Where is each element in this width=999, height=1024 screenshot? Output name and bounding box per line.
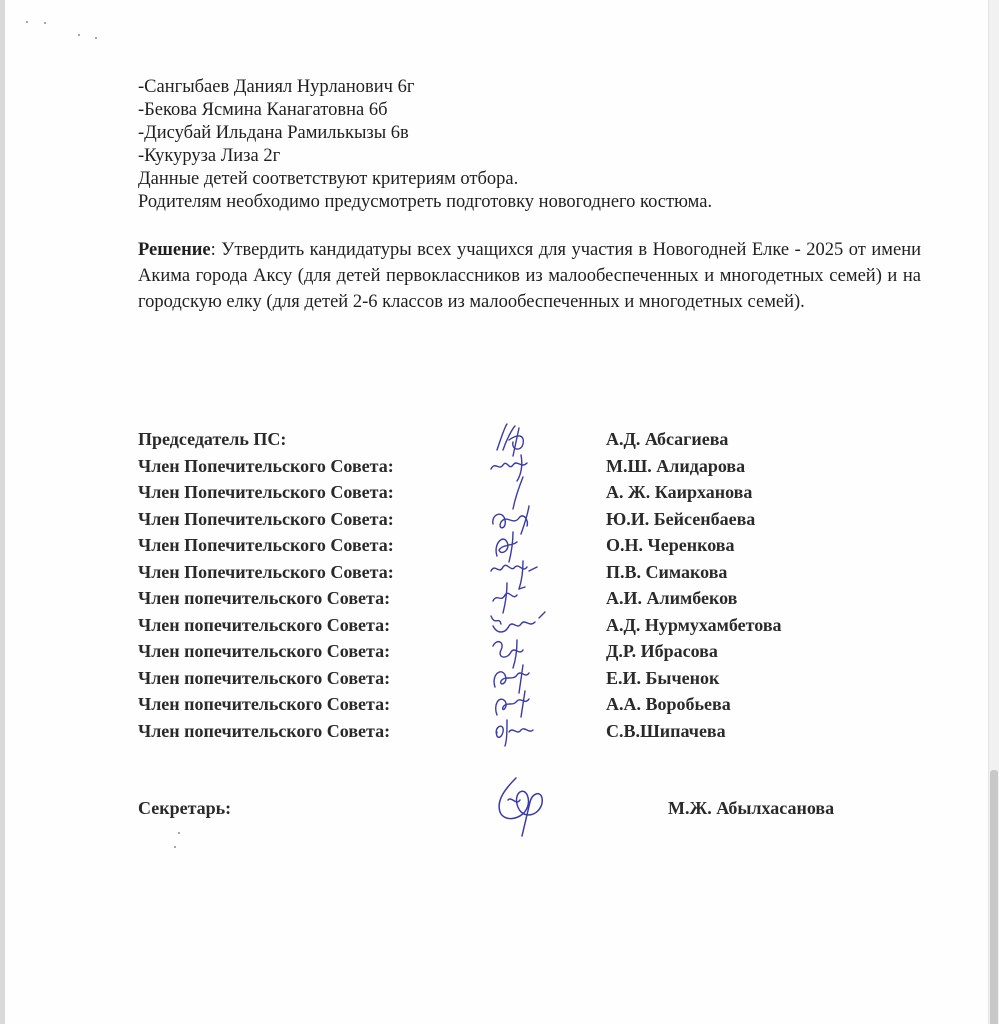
signatory-name: О.Н. Черенкова — [606, 535, 735, 555]
secretary-row — [138, 798, 898, 828]
decision-label: Решение — [138, 240, 211, 260]
signatory-name: А.А. Воробьева — [606, 694, 731, 714]
scan-speck — [26, 21, 28, 23]
scan-speck — [78, 34, 80, 36]
student-list-item: -Сангыбаев Даниял Нурланович 6г — [138, 77, 415, 97]
signatory-name: Ю.И. Бейсенбаева — [606, 508, 756, 529]
costume-note: Родителям необходимо предусмотреть подготовку новогоднего костюма. — [138, 192, 713, 212]
scan-speck — [44, 22, 46, 24]
signatory-name: Д.Р. Ибрасова — [606, 641, 718, 661]
secretary-role: Секретарь: — [138, 798, 232, 818]
signatory-role: Член Попечительского Совета: — [138, 535, 394, 555]
signatory-role: Член попечительского Совета: — [138, 667, 391, 688]
signatory-name: А.Д. Абсагиева — [606, 429, 729, 449]
signatory-role: Член попечительского Совета: — [138, 588, 391, 608]
decision-text: : Утвердить кандидатуры всех учащихся для участия в Новогодней Елке - 2025 от имени Акима города Аксу (для детей первоклассников из малообеспеченных и многодетных семей) и на городскую елку (для детей 2-6 классов из малообеспеченных и многодетных семей). — [138, 240, 921, 312]
signatory-name: Е.И. Быченок — [606, 667, 720, 688]
vertical-scrollbar[interactable] — [988, 0, 999, 1024]
signatory-role: Член Попечительского Совета: — [138, 508, 394, 529]
secretary-signature-icon — [486, 770, 556, 840]
signatory-name: П.В. Симакова — [606, 561, 728, 582]
scan-speck — [178, 832, 180, 834]
signatory-name: А.И. Алимбеков — [606, 588, 738, 608]
signatory-role: Член Попечительского Совета: — [138, 455, 394, 476]
signatory-name: С.В.Шипачева — [606, 720, 726, 741]
signatory-name: А.Д. Нурмухамбетова — [606, 614, 782, 635]
student-list-item: -Дисубай Ильдана Рамилькызы 6в — [138, 123, 409, 143]
student-list-item: -Бекова Ясмина Канагатовна 6б — [138, 100, 388, 120]
selection-criteria-note: Данные детей соответствуют критериям отбора. — [138, 169, 519, 189]
student-list-item: -Кукуруза Лиза 2г — [138, 146, 281, 166]
signatory-role: Член попечительского Совета: — [138, 720, 391, 741]
signatory-role: Член попечительского Совета: — [138, 694, 391, 714]
handwritten-signature-icon — [483, 712, 553, 750]
signatory-role: Член Попечительского Совета: — [138, 482, 394, 502]
student-list — [138, 76, 921, 168]
document-page — [138, 76, 921, 315]
signatory-name: А. Ж. Каирханова — [606, 482, 753, 502]
scan-speck — [174, 846, 176, 848]
viewer-left-border — [0, 0, 5, 1024]
scan-speck — [95, 37, 97, 39]
scrollbar-thumb[interactable] — [990, 770, 998, 1024]
decision-paragraph — [138, 237, 921, 315]
signatory-role: Член попечительского Совета: — [138, 614, 391, 635]
signatory-role: Председатель ПС: — [138, 429, 287, 449]
signatory-role: Член попечительского Совета: — [138, 641, 391, 661]
signatory-role: Член Попечительского Совета: — [138, 561, 394, 582]
secretary-name: М.Ж. Абылхасанова — [668, 798, 835, 818]
signatory-name: М.Ш. Алидарова — [606, 455, 746, 476]
